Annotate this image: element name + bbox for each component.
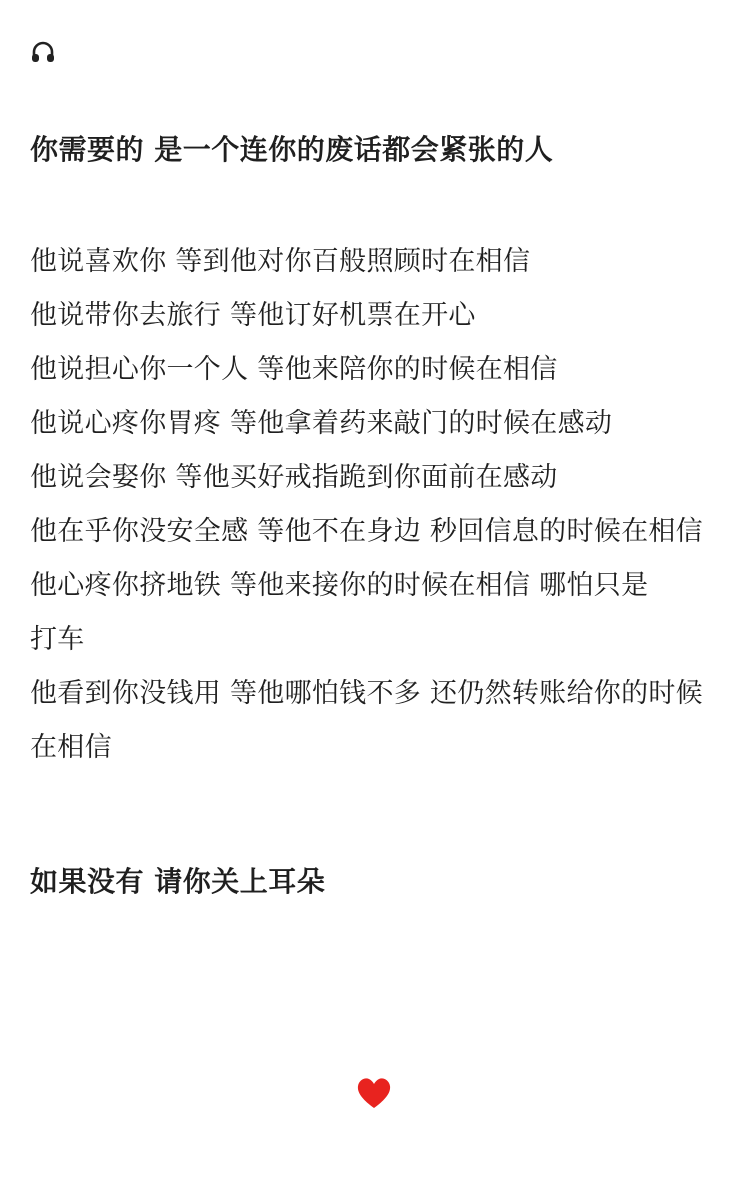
post-line: 他看到你没钱用 等他哪怕钱不多 还仍然转账给你的时候	[30, 678, 703, 709]
heart-icon	[355, 1074, 393, 1112]
post-line: 他说心疼你胃疼 等他拿着药来敲门的时候在感动	[30, 408, 613, 439]
headphone-icon	[30, 40, 56, 64]
post-line: 他说会娶你 等他买好戒指跪到你面前在感动	[30, 462, 558, 493]
post-line: 他在乎你没安全感 等他不在身边 秒回信息的时候在相信	[30, 516, 703, 547]
post-line: 他说喜欢你 等到他对你百般照顾时在相信	[30, 246, 531, 277]
post-title: 你需要的 是一个连你的废话都会紧张的人	[30, 133, 554, 166]
post-body	[30, 235, 730, 775]
post-line: 他说带你去旅行 等他订好机票在开心	[30, 300, 476, 331]
post-line: 打车	[30, 624, 85, 655]
post-line: 他心疼你挤地铁 等他来接你的时候在相信 哪怕只是	[30, 570, 649, 601]
post-closing: 如果没有 请你关上耳朵	[30, 865, 326, 898]
post-line: 在相信	[30, 732, 112, 763]
post-line: 他说担心你一个人 等他来陪你的时候在相信	[30, 354, 558, 385]
